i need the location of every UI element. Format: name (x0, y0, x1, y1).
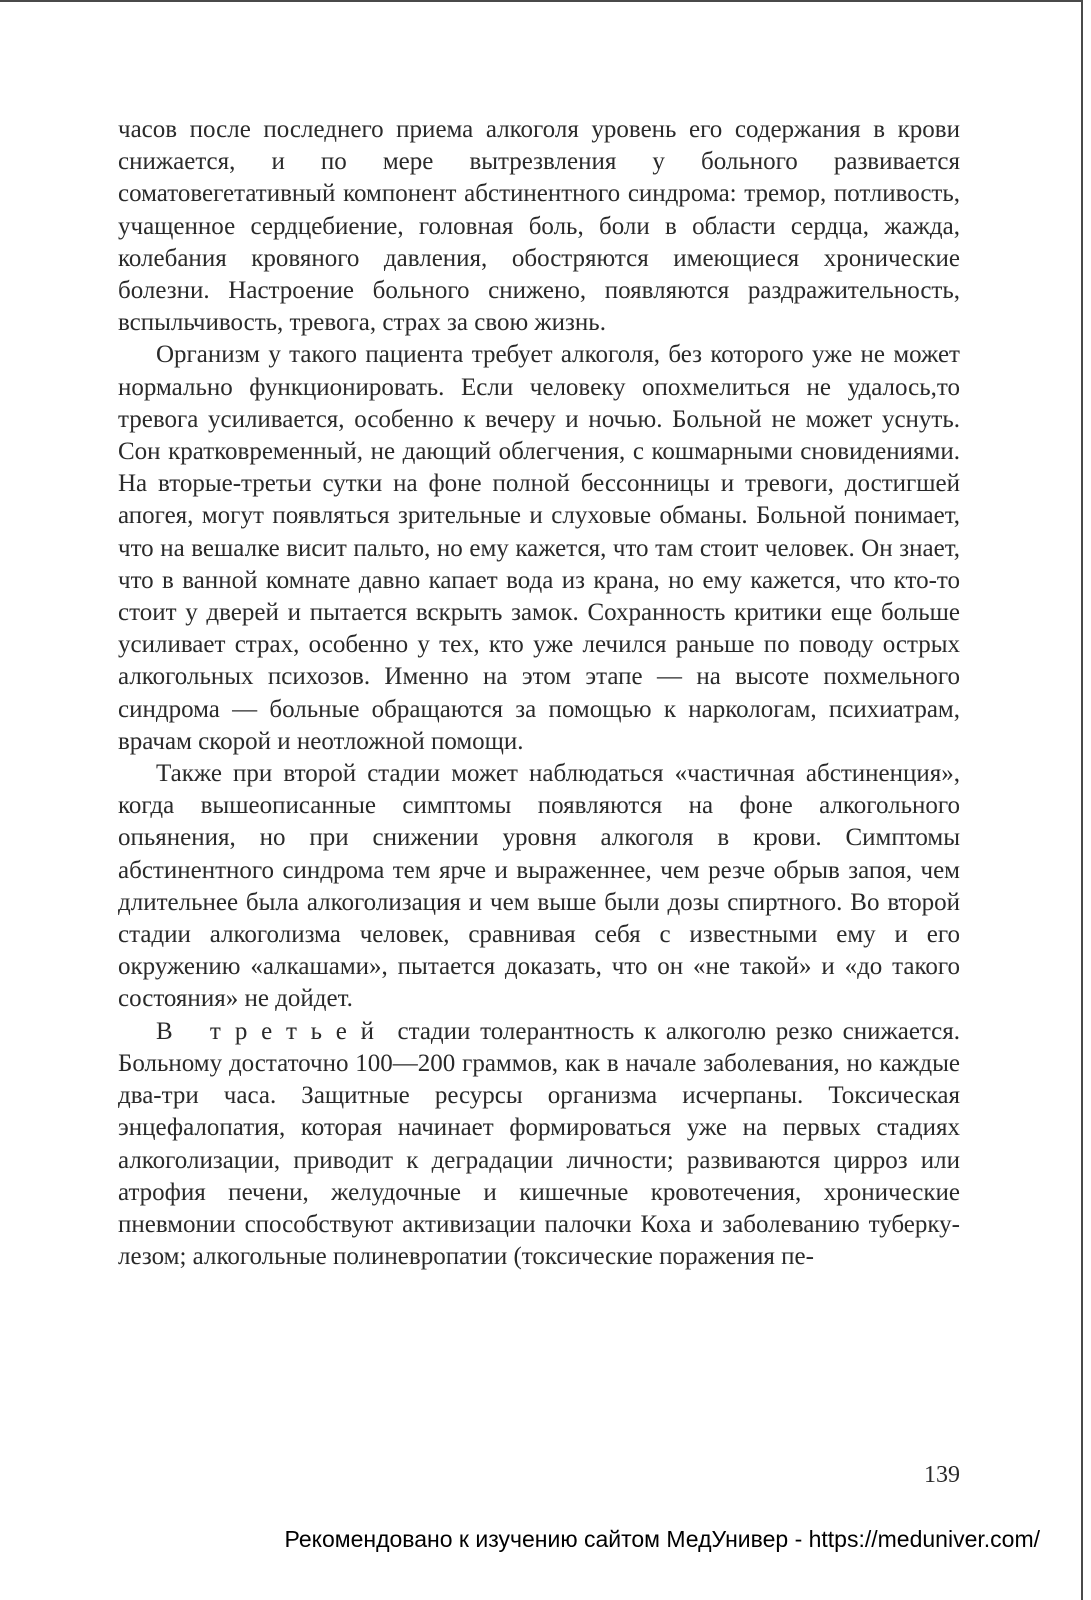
spaced-emphasis: В третьей (156, 1017, 388, 1045)
paragraph-3: Также при второй стадии может наблюдаться «частичная абстиненция», когда вышеописанные симптомы появляются на фоне алкогольного опьянения, но при снижении уровня алкоголя в крови. Симптомы абстинентного синдрома тем ярче и выраженнее, чем резче обрыв запоя, чем длительнее была алкоголизация и чем выше были дозы спиртного. Во второй стадии алкоголизма человек, сравнивая себя с известными ему и его окружению «алкашами», пытается доказать, что он «не такой» и «до такого состояния» не дойдет. (118, 760, 960, 1013)
paragraph-4-text: стадии толерантность к алкоголю резко снижается. Больному достаточно 100—200 граммов, как в начале заболевания, но каждые два-три часа. Защитные ресурсы организма исчерпаны. Токсическая энцефалопатия, которая начинает формироваться уже на первых стадиях алкоголизации, приводит к деградации личности; развиваются цирроз или атрофия печени, желудочные и кишечные кровотечения, хронические пневмонии способствуют активизации палочки Коха и заболеванию туберкулезом; алкогольные полиневропатии (токсические поражения пе- (118, 1017, 960, 1271)
page-number: 139 (924, 1462, 960, 1488)
body-text (118, 114, 960, 1273)
paragraph-2: Организм у такого пациента требует алкоголя, без которого уже не может нормально функционировать. Если человеку опохмелиться не удалось,то тревога усиливается, особенно к вечеру и ночью. Больной не может уснуть. Сон кратковременный, не дающий облегчения, с кошмарными сновидениями. На вторые-третьи сутки на фоне полной бессонницы и тревоги, достигшей апогея, могут появляться зрительные и слуховые обманы. Больной понимает, что на вешалке висит пальто, но ему кажется, что там стоит человек. Он знает, что в ванной комнате давно капает вода из крана, но ему кажется, что кто-то стоит у дверей и пытается вскрыть замок. Сохранность критики еще больше усиливает страх, особенно у тех, кто уже лечился раньше по поводу острых алкогольных психозов. Именно на этом этапе — на высоте похмельного синдрома — больные обращаются за помощью к наркологам, психиатрам, врачам скорой и неотложной помощи. (118, 341, 960, 755)
paragraph-1: часов после последнего приема алкоголя уровень его содержания в крови снижается, и по мере вытрезвления у больного развивается соматовегетативный компонент абстинентного синдрома: тремор, потливость, учащенное сердцебиение, головная боль, боли в области сердца, жажда, колебания кровяного давления, обостряются имеющиеся хронические болезни. Настроение больного снижено, появляются раздражительность, вспыльчивость, тревога, страх за свою жизнь. (118, 116, 960, 337)
footer-recommendation: Рекомендовано к изучению сайтом МедУнивер - https://meduniver.com/ (284, 1526, 1040, 1552)
paragraph-4 (118, 1016, 960, 1274)
